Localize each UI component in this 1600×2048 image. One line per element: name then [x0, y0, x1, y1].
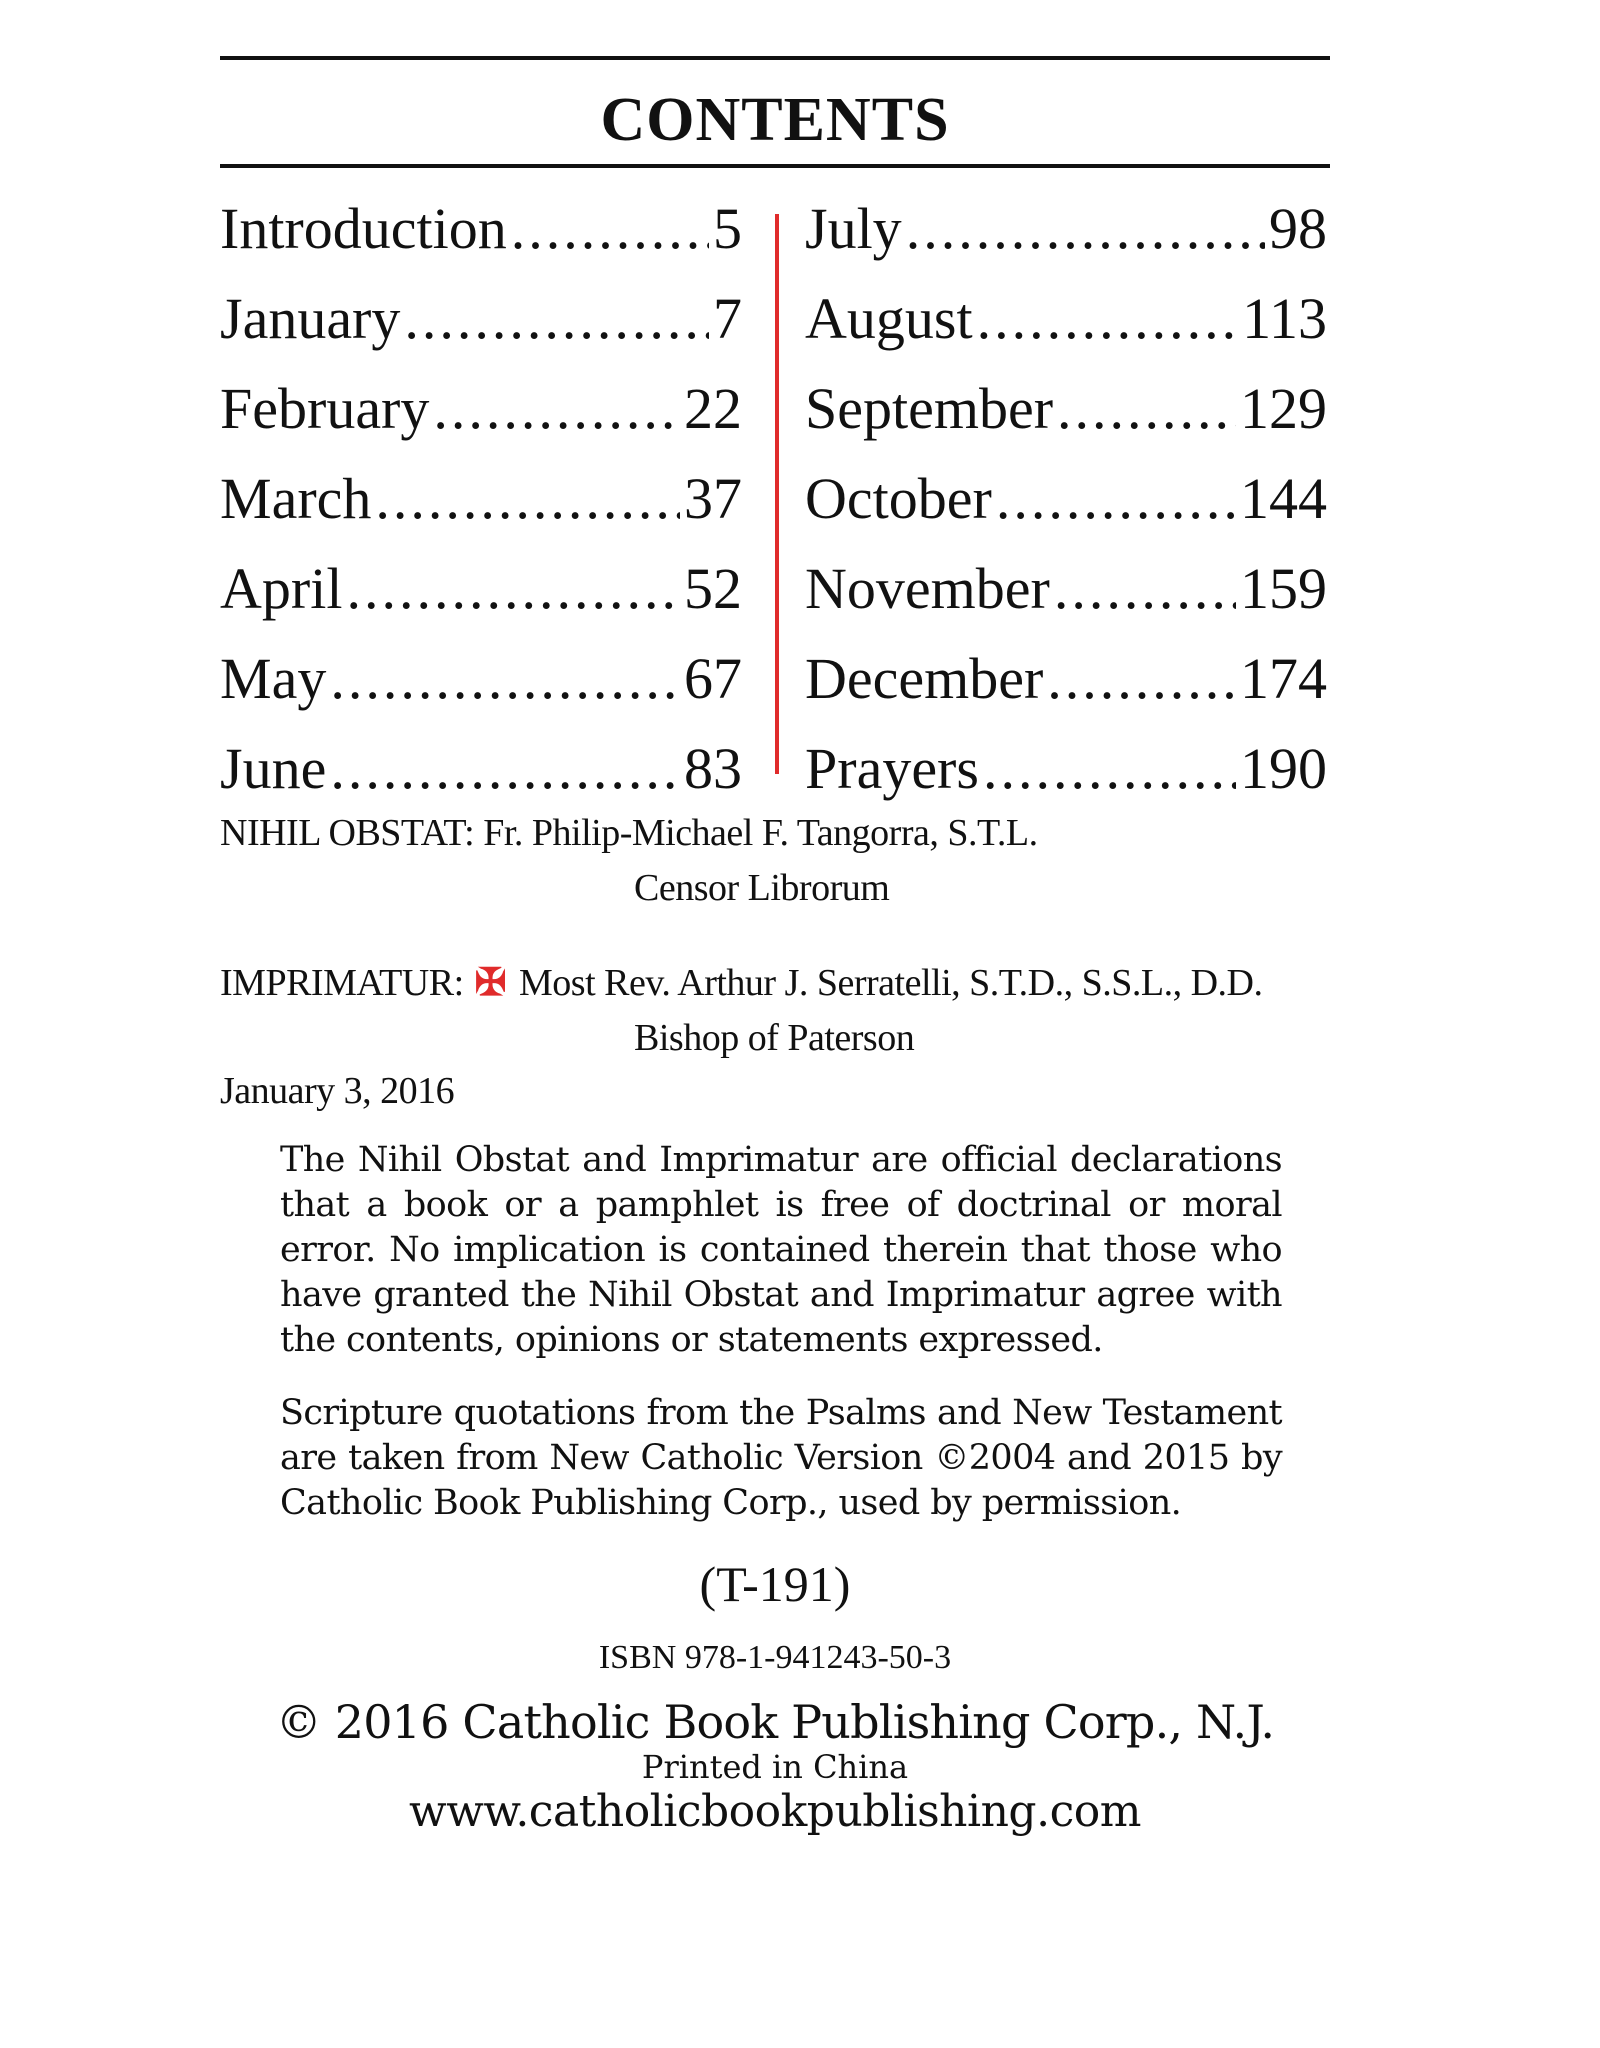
- toc-entry: [805, 454, 1327, 544]
- disclaimer-paragraph: The Nihil Obstat and Imprimatur are official declarations that a book or a pamphlet is free of doctrinal or moral error. No implication is contained therein that those who have granted the Nihil Obstat and Imprimatur agree with the contents, opinions or statements expressed.: [280, 1140, 1282, 1360]
- toc-entry: [220, 634, 742, 724]
- table-of-contents: [220, 184, 1330, 801]
- toc-entry: [220, 274, 742, 364]
- page-title: CONTENTS: [600, 86, 950, 154]
- imprimatur: [220, 956, 1330, 1011]
- toc-leader-dots: [977, 274, 1239, 364]
- toc-divider: [775, 214, 779, 774]
- product-code: (T-191): [699, 1556, 851, 1612]
- toc-entry: [805, 364, 1327, 454]
- copyright: © 2016 Catholic Book Publishing Corp., N.J.: [275, 1695, 1275, 1749]
- toc-right-column: [805, 184, 1327, 801]
- toc-entry: [220, 544, 742, 634]
- toc-entry: [805, 274, 1327, 364]
- toc-entry-page: 190: [1240, 736, 1327, 801]
- website: www.catholicbookpublishing.com: [409, 1786, 1141, 1837]
- toc-entry-page: 129: [1240, 376, 1327, 441]
- toc-entry: [220, 454, 742, 544]
- approvals-section: [220, 806, 1330, 1116]
- printed-in: Printed in China: [641, 1748, 909, 1786]
- imprimatur-name: Most Rev. Arthur J. Serratelli, S.T.D., S.S.L., D.D.: [519, 962, 1263, 1004]
- toc-entry-label: April: [220, 556, 343, 621]
- scripture-notice: Scripture quotations from the Psalms and New Testament are taken from New Catholic Version ©2004 and 2015 by Catholic Book Publishing Corp., used by permission.: [280, 1393, 1282, 1523]
- toc-entry-page: 52: [684, 556, 742, 621]
- toc-entry-page: 67: [684, 646, 742, 711]
- toc-entry-page: 174: [1240, 646, 1327, 711]
- cross-icon: ✠: [474, 962, 506, 1004]
- nihil-obstat: NIHIL OBSTAT: Fr. Philip-Michael F. Tangorra, S.T.L.: [220, 812, 1038, 854]
- toc-entry-page: 98: [1269, 196, 1327, 261]
- toc-leader-dots: [330, 634, 680, 724]
- toc-leader-dots: [906, 184, 1265, 274]
- toc-entry-label: December: [805, 646, 1044, 711]
- toc-entry-label: May: [220, 646, 327, 711]
- toc-entry: [805, 184, 1327, 274]
- toc-entry-page: 144: [1240, 466, 1327, 531]
- toc-entry: [805, 544, 1327, 634]
- disclaimer: [280, 1138, 1282, 1526]
- toc-entry-label: September: [805, 376, 1054, 441]
- toc-leader-dots: [346, 544, 680, 634]
- toc-entry-label: Introduction: [220, 196, 507, 261]
- imprimatur-role: Bishop of Paterson: [634, 1017, 915, 1059]
- toc-entry-page: 22: [684, 376, 742, 441]
- toc-entry: [220, 364, 742, 454]
- toc-entry: [805, 634, 1327, 724]
- toc-entry-page: 7: [713, 286, 742, 351]
- toc-entry-page: 83: [684, 736, 742, 801]
- toc-entry-label: March: [220, 466, 372, 531]
- toc-entry-label: August: [805, 286, 973, 351]
- toc-leader-dots: [330, 724, 680, 814]
- isbn: ISBN 978-1-941243-50-3: [598, 1639, 952, 1676]
- toc-leader-dots: [433, 364, 680, 454]
- toc-left-column: [220, 184, 742, 801]
- toc-entry-page: 159: [1240, 556, 1327, 621]
- toc-entry: [220, 724, 742, 814]
- toc-entry-page: 37: [684, 466, 742, 531]
- toc-entry-label: January: [220, 286, 401, 351]
- toc-leader-dots: [404, 274, 709, 364]
- approval-date: January 3, 2016: [220, 1070, 455, 1112]
- toc-entry-label: November: [805, 556, 1050, 621]
- toc-leader-dots: [375, 454, 680, 544]
- toc-entry-label: June: [220, 736, 327, 801]
- toc-entry-label: October: [805, 466, 992, 531]
- imprimatur-label: IMPRIMATUR:: [220, 962, 464, 1004]
- toc-entry-page: 113: [1242, 286, 1327, 351]
- toc-leader-dots: [511, 184, 709, 274]
- toc-entry: [805, 724, 1327, 814]
- toc-leader-dots: [996, 454, 1236, 544]
- toc-entry-label: February: [220, 376, 430, 441]
- toc-leader-dots: [1054, 544, 1236, 634]
- toc-entry-page: 5: [713, 196, 742, 261]
- toc-entry: [220, 184, 742, 274]
- toc-leader-dots: [1057, 364, 1236, 454]
- toc-entry-label: Prayers: [805, 736, 979, 801]
- toc-leader-dots: [1047, 634, 1236, 724]
- title-rule: [220, 164, 1330, 168]
- nihil-obstat-role: Censor Librorum: [634, 867, 890, 909]
- toc-leader-dots: [983, 724, 1236, 814]
- toc-entry-label: July: [805, 196, 902, 261]
- contents-page: [220, 56, 1330, 1840]
